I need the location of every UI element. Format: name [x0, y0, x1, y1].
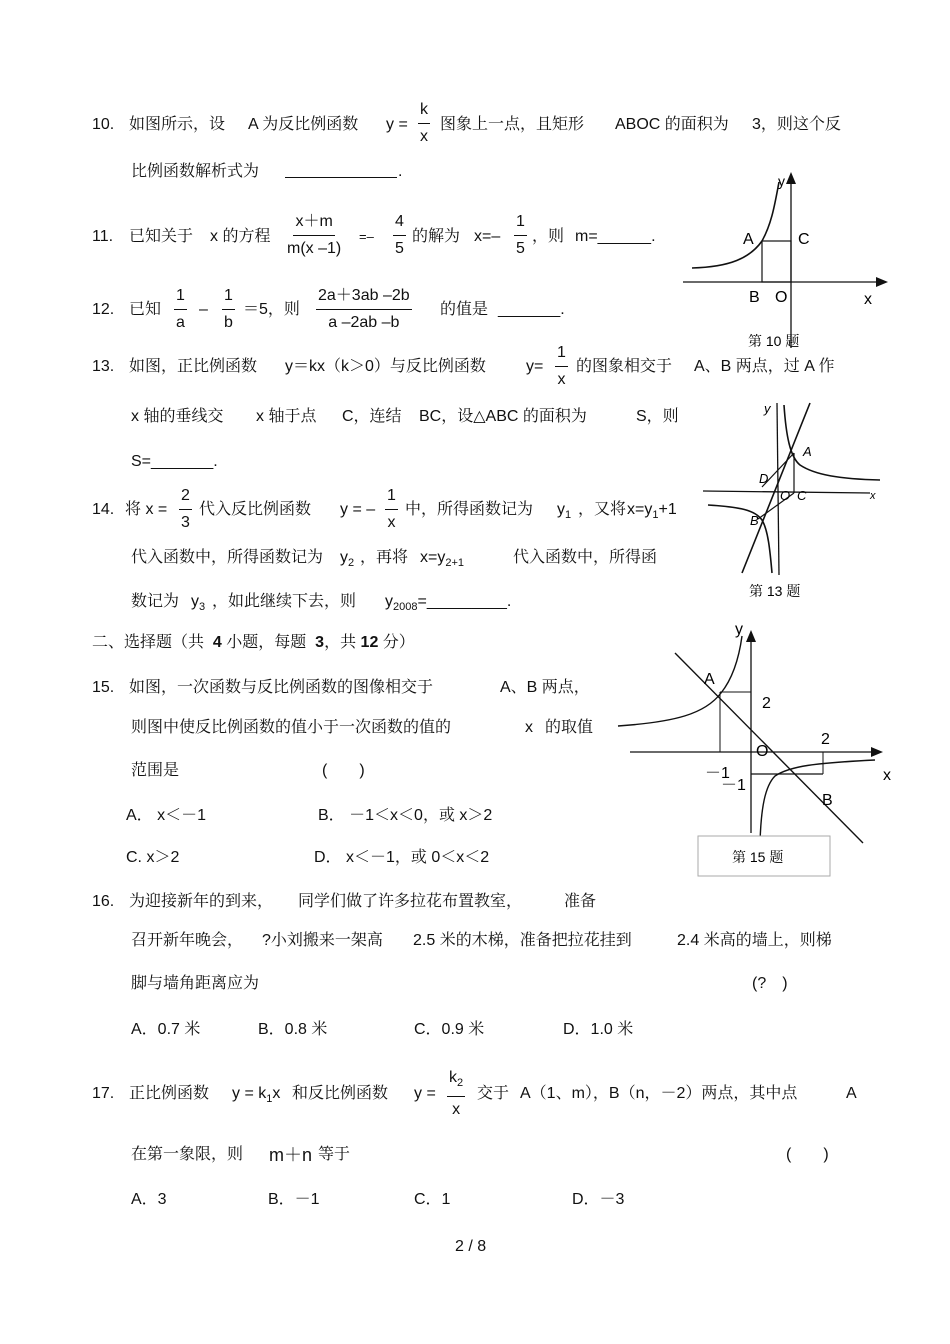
q17-line2b: m＋n: [269, 1145, 313, 1165]
q16-text-2: 同学们做了许多拉花布置教室，: [298, 893, 523, 910]
q11-frac2-num: 4: [393, 212, 406, 236]
q17-option-c[interactable]: C．1: [414, 1191, 451, 1208]
q14-line3a: 数记为: [131, 593, 180, 610]
q11-text-5: ，则: [532, 228, 565, 245]
q13-line2a: x 轴的垂线交: [131, 408, 224, 425]
q10-text-2: A 为反比例函数: [248, 116, 359, 133]
q14-text-4: 中，所得函数记为: [405, 501, 534, 518]
q14-f2-num: 1: [385, 486, 398, 510]
q17-option-b[interactable]: B．－1: [268, 1191, 320, 1208]
q11-text-2: x 的方程: [210, 228, 271, 245]
fig15-label-neg1-y: －1: [721, 777, 746, 794]
q12-f2-num: 1: [222, 286, 235, 310]
q12-f1-den: a: [176, 314, 185, 331]
q13-line2c: C，连结: [342, 408, 402, 425]
q11-answer[interactable]: m=______.: [575, 228, 656, 245]
q12-text-2: ＝5，则: [243, 301, 300, 318]
q14-f1-den: 3: [181, 514, 190, 531]
q14-line2e: 代入函数中，所得函: [513, 549, 658, 566]
q11-fraction-3: [514, 212, 527, 259]
q12-fraction-3: [316, 286, 412, 333]
fig13-label-o: O: [780, 488, 791, 503]
q11-text-4: x=–: [474, 228, 501, 245]
q14-line3c: ，如此继续下去，则: [212, 593, 357, 610]
q10-end: .: [398, 163, 403, 180]
q12-number: 12.: [92, 301, 115, 318]
hyperbola-curve: [692, 182, 779, 268]
q14-line2d: $x=y_{2+1}$: [420, 549, 465, 569]
q13-frac-num: 1: [555, 343, 568, 367]
q15-option-a[interactable]: A． x＜－1: [126, 807, 207, 824]
q14-text-2: 代入反比例函数: [199, 501, 312, 518]
q14-fraction-2: [385, 486, 398, 533]
fig10-label-b: B: [749, 289, 760, 306]
fig10-caption: 第 10 题: [748, 333, 800, 349]
fig10-label-x: x: [864, 291, 872, 308]
q16-line2b: ?小刘搬来一架高: [262, 932, 383, 949]
figure-15: [615, 618, 900, 880]
fig15-label-o: O: [756, 743, 769, 760]
q11-text-1: 已知关于: [129, 228, 194, 245]
q16-text-3: 准备: [564, 893, 597, 910]
fig15-label-2y: 2: [762, 695, 771, 712]
q17-text-5: 交于: [477, 1085, 510, 1102]
q15-text-2: A、B 两点，: [500, 679, 590, 696]
q12-text-1: 已知: [129, 301, 162, 318]
fig10-label-y: y: [778, 173, 785, 189]
q12-fraction-1: [174, 286, 187, 333]
hyperbola-branch-1: [618, 636, 742, 726]
figure-10: [680, 168, 895, 356]
q14-line2c: ，再将: [360, 549, 409, 566]
q11-frac1-den: m(x –1): [287, 240, 342, 257]
q16-option-a[interactable]: A．0.7 米: [131, 1021, 201, 1038]
q10-text-4: ABOC 的面积为: [615, 116, 729, 133]
figure-13: [700, 395, 890, 605]
fig10-label-o: O: [775, 289, 788, 306]
q15-line2b: x: [525, 719, 533, 736]
q13-fraction: [555, 343, 568, 390]
q15-answer-paren[interactable]: ( ): [322, 762, 365, 779]
q13-text-4: 的图象相交于: [576, 358, 673, 375]
fig15-label-2x: 2: [821, 731, 830, 748]
q13-text-5: A、B 两点，过 A 作: [694, 358, 835, 375]
fig10-label-a: A: [743, 231, 754, 248]
q14-f2-den: x: [387, 514, 396, 531]
q15-option-c[interactable]: C. x＞2: [126, 849, 180, 866]
q15-option-b[interactable]: B． －1＜x＜0，或 x＞2: [318, 807, 493, 824]
q17-y-k1x: $y = k_1x$: [232, 1085, 281, 1105]
q10-text-5: 3，则这个反: [752, 116, 841, 133]
q11-frac1-num: x＋m: [293, 212, 334, 236]
q14-f1-num: 2: [179, 486, 192, 510]
q14-text-3: y = –: [340, 501, 376, 518]
y-axis-arrow-icon: [786, 172, 796, 184]
q16-option-b[interactable]: B．0.8 米: [258, 1021, 328, 1038]
q11-frac3-num: 1: [514, 212, 527, 236]
fig13-label-c: C: [797, 488, 807, 503]
q17-frac-den: x: [452, 1101, 461, 1118]
q11-text-3: 的解为: [412, 228, 461, 245]
q11-frac2-den: 5: [395, 240, 404, 257]
fig15-label-b: B: [822, 792, 833, 809]
fig15-label-x: x: [883, 767, 891, 784]
hyperbola-branch-1: [784, 405, 880, 480]
q11-fraction-2: [393, 212, 406, 259]
fig13-label-b: B: [750, 513, 759, 528]
q14-fraction-1: [179, 486, 192, 533]
fig13-label-y: y: [764, 401, 771, 416]
q15-text-1: 如图，一次函数与反比例函数的图像相交于: [129, 679, 434, 696]
q15-number: 15.: [92, 679, 115, 696]
q16-option-d[interactable]: D．1.0 米: [563, 1021, 634, 1038]
q13-answer[interactable]: S=_______.: [131, 453, 218, 470]
q17-answer-paren[interactable]: ( ): [786, 1146, 829, 1163]
q13-frac-den: x: [557, 371, 566, 388]
q16-number: 16.: [92, 893, 115, 910]
fig15-label-a: A: [704, 671, 715, 688]
q14-line2a: 代入函数中，所得函数记为: [131, 549, 324, 566]
q17-option-a[interactable]: A．3: [131, 1191, 167, 1208]
q17-text-6: A（1、m），B（n，－2）两点，其中点: [520, 1085, 798, 1102]
q13-text-3: y=: [526, 358, 544, 375]
q17-line2a: 在第一象限，则: [131, 1146, 244, 1163]
section-heading: 二、选择题（共 4 小题，每题 3，共 12 分）: [92, 634, 415, 651]
fig13-caption: 第 13 题: [749, 583, 801, 599]
q16-option-c[interactable]: C．0.9 米: [414, 1021, 485, 1038]
q11-fraction-1: [285, 212, 343, 259]
q11-frac3-den: 5: [516, 240, 525, 257]
q12-minus: –: [199, 301, 208, 318]
q13-text-1: 如图，正比例函数: [129, 358, 258, 375]
q10-y-eq: y =: [386, 116, 408, 133]
q10-frac-num: k: [418, 100, 430, 124]
q13-line2d: BC，设△ABC 的面积为: [419, 408, 587, 425]
q14-text-6: ，又将: [578, 501, 627, 518]
q11-number: 11.: [92, 228, 114, 245]
q14-x-eq: $x=y_1+1$: [627, 501, 677, 521]
q15-line3a: 范围是: [131, 762, 180, 779]
q12-f2-den: b: [224, 314, 233, 331]
q14-y2: $y_2$: [340, 549, 355, 569]
q16-line3: 脚与墙角距离应为: [131, 975, 260, 992]
q14-y3: $y_3$: [191, 593, 206, 613]
q13-text-2: y＝kx（k＞0）与反比例函数: [285, 358, 486, 375]
q15-line2a: 则图中使反比例函数的值小于一次函数的值的: [131, 719, 452, 736]
q10-answer-blank[interactable]: [285, 162, 397, 184]
q17-number: 17.: [92, 1085, 115, 1102]
q14-y1: $y_1$: [557, 501, 572, 521]
q17-line2c: 等于: [318, 1146, 351, 1163]
q10-number: 10.: [92, 116, 115, 133]
q16-text-1: 为迎接新年的到来，: [129, 893, 274, 910]
q13-number: 13.: [92, 358, 115, 375]
q17-y-eq: y =: [414, 1085, 436, 1102]
q14-answer[interactable]: $y_{2008}=\_\_\_\_\_\_\_\_\_$.: [385, 593, 512, 613]
q17-text-3: 和反比例函数: [292, 1085, 389, 1102]
q17-text-1: 正比例函数: [129, 1085, 210, 1102]
q13-line2e: S，则: [636, 408, 679, 425]
x-axis-arrow-icon: [871, 747, 883, 757]
q10-frac-den: x: [420, 128, 428, 145]
fig15-caption: 第 15 题: [732, 849, 784, 865]
q12-text-3: 的值是: [440, 301, 489, 318]
q13-line2b: x 轴于点: [256, 408, 317, 425]
q14-text-1: 将 x =: [125, 501, 168, 518]
q12-f1-num: 1: [174, 286, 187, 310]
q14-number: 14.: [92, 501, 115, 518]
q12-f3-den: a –2ab –b: [328, 314, 400, 331]
fig15-label-y: y: [735, 621, 743, 638]
x-axis-arrow-icon: [876, 277, 888, 287]
fig10-label-c: C: [798, 231, 810, 248]
q12-fraction-2: [222, 286, 235, 333]
q17-text-7: A: [846, 1085, 857, 1102]
q11-eq: =–: [359, 229, 374, 244]
q17-fraction: [447, 1068, 465, 1120]
fig13-label-a: A: [803, 444, 812, 459]
y-axis-arrow-icon: [746, 630, 756, 642]
q17-frac-num: $k_2$: [447, 1068, 465, 1097]
q17-option-d[interactable]: D．－3: [572, 1191, 625, 1208]
page-number: 2 / 8: [455, 1238, 487, 1255]
q16-line2d: 2.4 米高的墙上，则梯: [677, 932, 832, 949]
q16-line2a: 召开新年晚会，: [131, 932, 244, 949]
fig13-label-x: x: [870, 490, 876, 502]
q10-text-1: 如图所示，设: [129, 116, 226, 133]
q10-line2: 比例函数解析式为: [131, 163, 260, 180]
fig15-label-neg1-x: －1: [705, 765, 730, 782]
fig13-label-d: D: [759, 471, 769, 486]
q12-f3-num: 2a＋3ab –2b: [316, 286, 412, 310]
hyperbola-branch-2: [760, 760, 875, 843]
q10-fraction: [418, 100, 430, 147]
q16-answer-paren[interactable]: (? ): [752, 975, 788, 992]
q12-answer[interactable]: _______.: [498, 301, 565, 318]
q15-option-d[interactable]: D． x＜－1，或 0＜x＜2: [314, 849, 490, 866]
q15-line2c: 的取值: [545, 719, 594, 736]
q16-line2c: 2.5 米的木梯，准备把拉花挂到: [413, 932, 632, 949]
q10-text-3: 图象上一点，且矩形: [440, 116, 585, 133]
rectangle-aboc: [762, 241, 791, 282]
